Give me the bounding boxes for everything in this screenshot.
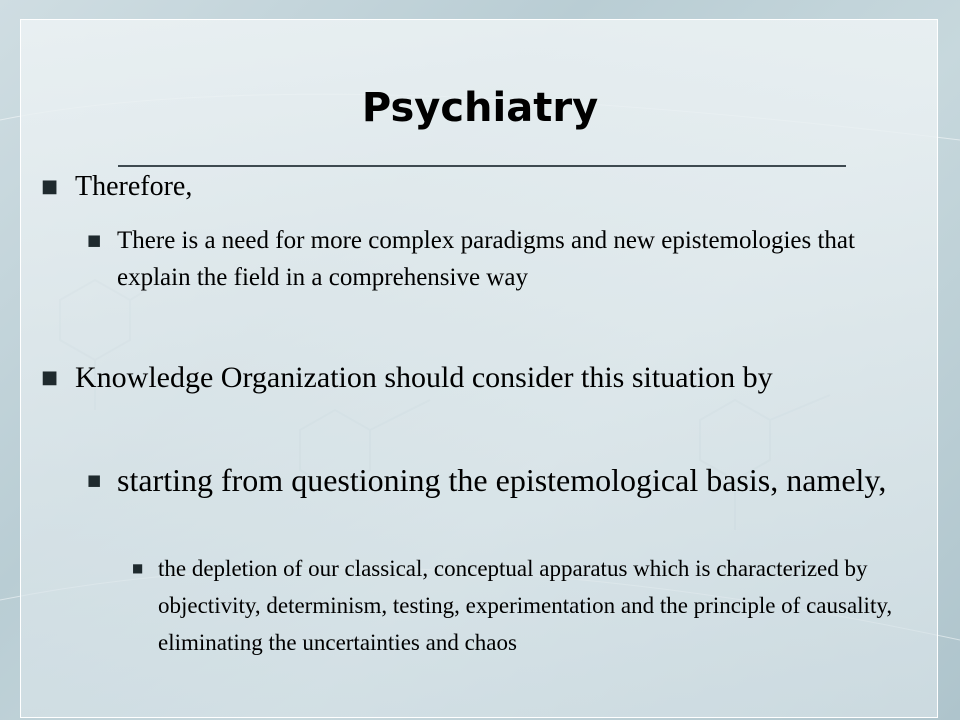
bullet-text: the depletion of our classical, conceptual apparatus which is characterized by objectivity, determinism, testing, experimentation and the principle of causality, eliminating the uncertainties and chaos bbox=[158, 556, 893, 655]
square-bullet-icon: ■ bbox=[87, 471, 102, 489]
bullet-text: starting from questioning the epistemological basis, namely, bbox=[117, 462, 887, 498]
square-bullet-icon: ■ bbox=[132, 561, 144, 575]
square-bullet-icon: ■ bbox=[41, 176, 59, 197]
title-underline bbox=[118, 165, 846, 167]
bullet-text: There is a need for more complex paradigms and new epistemologies that explain the field in a comprehensive way bbox=[117, 227, 855, 291]
bullet-level2-paradigms bbox=[87, 222, 907, 296]
bullet-level1-therefore bbox=[41, 170, 895, 203]
bullet-text: Knowledge Organization should consider this situation by bbox=[75, 361, 773, 394]
bullet-level2-epistemological-basis bbox=[87, 457, 932, 503]
bullet-text: Therefore, bbox=[75, 171, 193, 202]
square-bullet-icon: ■ bbox=[41, 367, 59, 388]
slide-title: Psychiatry bbox=[361, 85, 599, 131]
bullet-level3-depletion bbox=[132, 550, 938, 661]
square-bullet-icon: ■ bbox=[87, 231, 102, 249]
bullet-level1-knowledge-organization bbox=[41, 355, 895, 401]
